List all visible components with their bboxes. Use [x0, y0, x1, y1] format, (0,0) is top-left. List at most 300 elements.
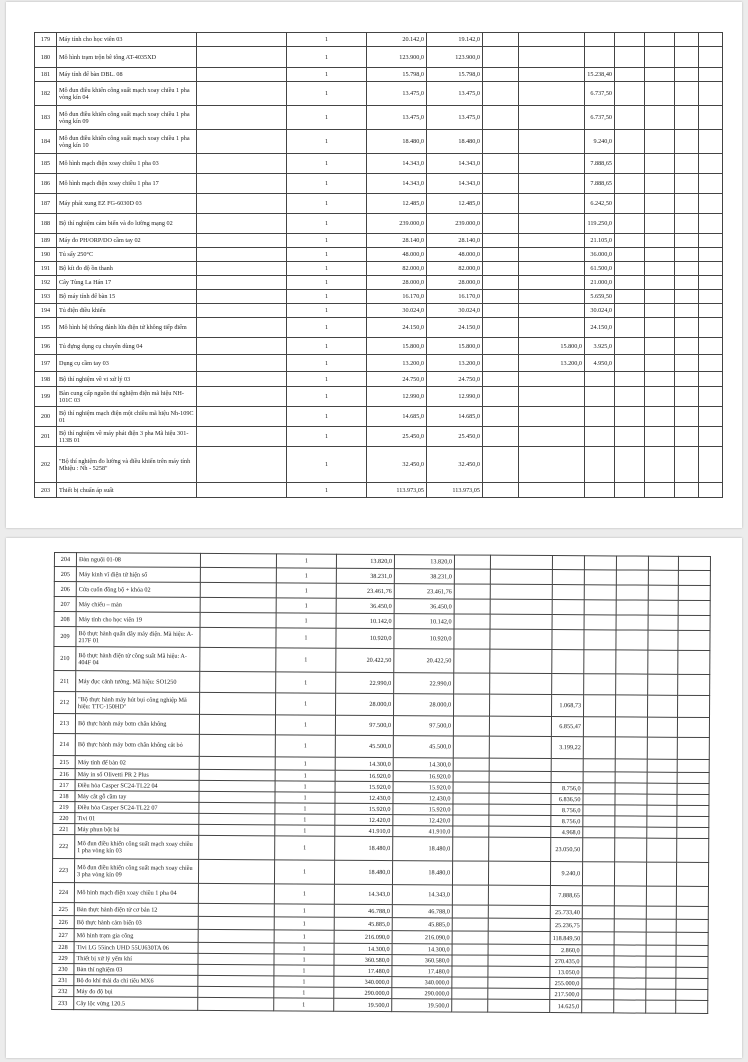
- empty-cell: [675, 106, 699, 130]
- quantity: 1: [275, 770, 335, 781]
- empty-cell: [675, 82, 699, 106]
- empty-cell: [200, 582, 276, 597]
- row-number: 233: [52, 996, 74, 1009]
- value-column-a: [490, 614, 552, 629]
- empty-cell: [614, 989, 646, 1000]
- asset-name: Máy cắt gỗ cầm tay: [75, 791, 199, 803]
- empty-cell: [615, 248, 645, 262]
- empty-cell: [699, 304, 723, 318]
- total-value: 18.480,0: [427, 130, 483, 154]
- value-column-a: [490, 555, 552, 569]
- empty-cell: [646, 886, 676, 906]
- value-column-a: [488, 955, 550, 966]
- empty-cell: [699, 387, 723, 407]
- total-value: 28.000,0: [427, 276, 483, 290]
- empty-cell: [648, 615, 678, 630]
- row-number: 222: [53, 834, 75, 858]
- empty-cell: [582, 956, 614, 967]
- remaining-value: 7.888,65: [550, 886, 582, 906]
- row-number: 212: [54, 692, 76, 714]
- empty-cell: [675, 427, 699, 447]
- empty-cell: [453, 758, 489, 771]
- row-number: 215: [53, 755, 75, 768]
- remaining-value: 30.024,0: [585, 304, 615, 318]
- remaining-value: 13.050,0: [550, 967, 582, 978]
- empty-cell: [699, 290, 723, 304]
- quantity: 1: [276, 554, 336, 568]
- row-number: 181: [35, 68, 57, 82]
- total-value: 25.450,0: [427, 427, 483, 447]
- original-price: 12.420,0: [335, 814, 393, 825]
- empty-cell: [699, 372, 723, 387]
- total-value: 97.500,0: [393, 716, 453, 736]
- empty-cell: [616, 585, 648, 600]
- original-price: 13.475,0: [367, 82, 427, 106]
- total-value: 15.920,0: [393, 782, 453, 793]
- empty-cell: [647, 816, 677, 827]
- total-value: 13.200,0: [427, 355, 483, 372]
- row-number: 227: [52, 928, 74, 941]
- empty-cell: [615, 483, 645, 498]
- original-price: 15.920,0: [335, 781, 393, 792]
- asset-name: Bộ thí nghiệm về máy phát điện 3 pha Mã hiệu 301-113B 01: [57, 427, 197, 447]
- empty-cell: [645, 68, 675, 82]
- quantity: 1: [287, 248, 367, 262]
- value-column-a: [488, 944, 550, 955]
- row-number: 221: [53, 823, 75, 834]
- asset-name: Máy đo PH/ORP/DO cầm tay 02: [57, 234, 197, 248]
- row-number: 231: [52, 974, 74, 985]
- remaining-value: [585, 372, 615, 387]
- remaining-value: 21.000,0: [585, 276, 615, 290]
- empty-cell: [614, 919, 646, 932]
- empty-cell: [615, 717, 647, 737]
- original-price: 10.142,0: [336, 613, 394, 628]
- empty-cell: [583, 772, 615, 783]
- empty-cell: [615, 154, 645, 174]
- remaining-value: [552, 585, 584, 600]
- empty-cell: [645, 318, 675, 338]
- empty-cell: [583, 827, 615, 838]
- asset-name: Tủ đựng dụng cụ chuyên dùng 04: [57, 338, 197, 355]
- value-column-a: [490, 649, 552, 673]
- empty-cell: [454, 584, 490, 599]
- empty-cell: [676, 906, 708, 919]
- total-value: 30.024,0: [427, 304, 483, 318]
- asset-name: Máy tính cho học viên 03: [57, 33, 197, 47]
- original-price: 97.500,0: [335, 715, 393, 735]
- original-price: 22.990,0: [336, 672, 394, 693]
- asset-name: Bàn cung cấp nguồn thí nghiệm điện mã hiệu NH-101C 03: [57, 387, 197, 407]
- empty-cell: [452, 977, 488, 988]
- empty-cell: [614, 978, 646, 989]
- quantity: 1: [275, 814, 335, 825]
- empty-cell: [677, 805, 709, 816]
- empty-cell: [197, 290, 287, 304]
- row-number: 226: [52, 915, 74, 928]
- empty-cell: [677, 794, 709, 805]
- asset-table-page-1: [34, 32, 723, 498]
- quantity: 1: [275, 715, 335, 735]
- empty-cell: [648, 674, 678, 695]
- empty-cell: [645, 483, 675, 498]
- empty-cell: [200, 692, 276, 714]
- remaining-value: [551, 772, 583, 783]
- empty-cell: [615, 106, 645, 130]
- empty-cell: [615, 772, 647, 783]
- empty-cell: [483, 154, 519, 174]
- empty-cell: [583, 759, 615, 772]
- document-page-2: [6, 538, 742, 1058]
- empty-cell: [645, 154, 675, 174]
- empty-cell: [583, 717, 615, 737]
- asset-name: Mô đun điều khiển công suất mạch xoay chiều 1 pha vòng kín 04: [57, 82, 197, 106]
- empty-cell: [200, 612, 276, 627]
- table-row: [35, 407, 723, 427]
- empty-cell: [199, 813, 275, 824]
- asset-name: Cửa cuốn đồng bộ + khóa 02: [76, 582, 200, 598]
- empty-cell: [615, 194, 645, 214]
- empty-cell: [646, 862, 676, 886]
- value-column-a: [519, 33, 585, 47]
- empty-cell: [454, 629, 490, 649]
- quantity: 1: [274, 930, 334, 943]
- remaining-value: 9.240,0: [585, 130, 615, 154]
- original-price: 113.973,05: [367, 483, 427, 498]
- remaining-value: [552, 630, 584, 650]
- empty-cell: [678, 695, 710, 717]
- original-price: 41.910,0: [335, 825, 393, 836]
- empty-cell: [198, 883, 274, 903]
- empty-cell: [454, 599, 490, 614]
- value-column-a: [519, 68, 585, 82]
- empty-cell: [615, 355, 645, 372]
- empty-cell: [199, 734, 275, 756]
- empty-cell: [483, 33, 519, 47]
- value-column-a: [490, 599, 552, 614]
- total-value: 16.170,0: [427, 290, 483, 304]
- empty-cell: [675, 248, 699, 262]
- empty-cell: [197, 248, 287, 262]
- table-row: [35, 130, 723, 154]
- value-column-a: [519, 483, 585, 498]
- empty-cell: [483, 248, 519, 262]
- asset-name: Mô hình hệ thống đánh lửa điện tử không tiếp điểm: [57, 318, 197, 338]
- quantity: 1: [287, 427, 367, 447]
- asset-name: Máy kinh vĩ điện tử hiện số: [76, 567, 200, 583]
- asset-name: Bộ thực hành quấn dây máy điện. Mã hiệu: A-217F 01: [76, 627, 200, 648]
- asset-name: Bộ thực hành máy bơm chân không: [75, 714, 199, 735]
- original-price: 239.000,0: [367, 214, 427, 234]
- row-number: 225: [52, 902, 74, 915]
- empty-cell: [200, 597, 276, 612]
- original-price: 14.343,0: [367, 154, 427, 174]
- remaining-value: [551, 759, 583, 772]
- row-number: 208: [54, 612, 76, 627]
- total-value: 45.500,0: [393, 736, 453, 758]
- empty-cell: [645, 304, 675, 318]
- quantity: 1: [275, 836, 335, 860]
- original-price: 13.200,0: [367, 355, 427, 372]
- table-row: [35, 338, 723, 355]
- empty-cell: [675, 214, 699, 234]
- empty-cell: [699, 154, 723, 174]
- empty-cell: [582, 919, 614, 932]
- empty-cell: [645, 194, 675, 214]
- empty-cell: [675, 130, 699, 154]
- empty-cell: [197, 318, 287, 338]
- original-price: 25.450,0: [367, 427, 427, 447]
- remaining-value: [552, 556, 584, 570]
- empty-cell: [453, 716, 489, 736]
- original-price: 24.750,0: [367, 372, 427, 387]
- remaining-value: [585, 47, 615, 68]
- quantity: 1: [287, 130, 367, 154]
- empty-cell: [454, 649, 490, 673]
- value-column-a: [519, 447, 585, 483]
- total-value: 46.788,0: [392, 905, 452, 918]
- empty-cell: [454, 555, 490, 569]
- empty-cell: [452, 918, 488, 931]
- empty-cell: [646, 978, 676, 989]
- empty-cell: [616, 570, 648, 585]
- table-row: [35, 427, 723, 447]
- original-price: 20.422,50: [336, 648, 394, 672]
- quantity: 1: [287, 33, 367, 47]
- empty-cell: [699, 248, 723, 262]
- asset-name: Bộ đo khí thải đa chỉ tiêu MX6: [74, 975, 198, 987]
- table-row: [35, 47, 723, 68]
- value-column-a: [489, 793, 551, 804]
- empty-cell: [645, 106, 675, 130]
- empty-cell: [699, 194, 723, 214]
- empty-cell: [645, 427, 675, 447]
- total-value: 45.885,0: [392, 918, 452, 931]
- asset-name: Bộ thực hành điện tử công suất Mã hiệu: A-404F 04: [76, 647, 200, 672]
- empty-cell: [584, 674, 616, 695]
- quantity: 1: [276, 672, 336, 693]
- empty-cell: [648, 695, 678, 717]
- original-price: 46.788,0: [334, 904, 392, 917]
- empty-cell: [678, 585, 710, 600]
- empty-cell: [647, 717, 677, 737]
- empty-cell: [200, 553, 276, 567]
- empty-cell: [675, 154, 699, 174]
- empty-cell: [582, 906, 614, 919]
- empty-cell: [452, 999, 488, 1012]
- value-column-a: [519, 290, 585, 304]
- empty-cell: [584, 650, 616, 674]
- empty-cell: [197, 372, 287, 387]
- empty-cell: [647, 783, 677, 794]
- empty-cell: [483, 262, 519, 276]
- asset-name: Điều hòa Casper SC24-TL22 07: [75, 802, 199, 814]
- original-price: 38.231,0: [336, 568, 394, 583]
- empty-cell: [199, 780, 275, 791]
- empty-cell: [678, 570, 710, 585]
- empty-cell: [614, 862, 646, 886]
- empty-cell: [197, 276, 287, 290]
- value-column-a: [488, 966, 550, 977]
- row-number: 191: [35, 262, 57, 276]
- table-row: [52, 996, 708, 1013]
- empty-cell: [199, 714, 275, 734]
- remaining-value: [585, 483, 615, 498]
- quantity: 1: [275, 757, 335, 770]
- empty-cell: [615, 68, 645, 82]
- row-number: 209: [54, 627, 76, 647]
- row-number: 217: [53, 779, 75, 790]
- empty-cell: [699, 174, 723, 194]
- remaining-value: 4.950,0: [585, 355, 615, 372]
- empty-cell: [483, 214, 519, 234]
- empty-cell: [615, 427, 645, 447]
- row-number: 230: [52, 963, 74, 974]
- empty-cell: [483, 304, 519, 318]
- empty-cell: [615, 174, 645, 194]
- original-price: 16.920,0: [335, 770, 393, 781]
- empty-cell: [615, 805, 647, 816]
- empty-cell: [197, 447, 287, 483]
- empty-cell: [645, 174, 675, 194]
- empty-cell: [676, 886, 708, 906]
- empty-cell: [678, 650, 710, 674]
- empty-cell: [615, 33, 645, 47]
- empty-cell: [453, 815, 489, 826]
- value-column-a: [519, 262, 585, 276]
- row-number: 220: [53, 812, 75, 823]
- asset-name: Mô hình trạm trộn bê tông AT-4035XD: [57, 47, 197, 68]
- remaining-value: [585, 427, 615, 447]
- value-column-a: [490, 694, 552, 716]
- value-column-a: [488, 885, 550, 905]
- empty-cell: [648, 650, 678, 674]
- empty-cell: [584, 570, 616, 585]
- quantity: 1: [287, 194, 367, 214]
- total-value: 22.990,0: [394, 673, 454, 694]
- quantity: 1: [287, 262, 367, 276]
- table-row: [35, 447, 723, 483]
- value-column-a: [519, 194, 585, 214]
- empty-cell: [614, 956, 646, 967]
- empty-cell: [483, 194, 519, 214]
- empty-cell: [646, 945, 676, 956]
- empty-cell: [483, 276, 519, 290]
- empty-cell: [648, 630, 678, 650]
- remaining-value: 2.860,0: [550, 945, 582, 956]
- value-column-a: [489, 826, 551, 837]
- empty-cell: [615, 234, 645, 248]
- empty-cell: [675, 262, 699, 276]
- empty-cell: [584, 600, 616, 615]
- original-price: 19.500,0: [334, 998, 392, 1011]
- total-value: 13.475,0: [427, 106, 483, 130]
- row-number: 200: [35, 407, 57, 427]
- empty-cell: [677, 717, 709, 737]
- total-value: 14.343,0: [427, 174, 483, 194]
- remaining-value: [585, 447, 615, 483]
- remaining-value: 217.500,0: [550, 989, 582, 1000]
- total-value: 20.422,50: [394, 649, 454, 673]
- total-value: 14.343,0: [427, 154, 483, 174]
- total-value: 32.450,0: [427, 447, 483, 483]
- value-column-a: [488, 918, 550, 931]
- empty-cell: [483, 318, 519, 338]
- empty-cell: [582, 978, 614, 989]
- remaining-value: 6.242,50: [585, 194, 615, 214]
- empty-cell: [645, 407, 675, 427]
- table-row: [35, 194, 723, 214]
- empty-cell: [483, 290, 519, 304]
- empty-cell: [199, 769, 275, 780]
- remaining-value: [585, 33, 615, 47]
- asset-name: Bàn thực hành điện tử cơ bản 12: [74, 903, 198, 917]
- total-value: 239.000,0: [427, 214, 483, 234]
- quantity: 1: [274, 943, 334, 954]
- remaining-value: 25.236,75: [550, 919, 582, 932]
- quantity: 1: [287, 483, 367, 498]
- remaining-value: 7.888,65: [585, 154, 615, 174]
- value-column-a: [488, 905, 550, 918]
- empty-cell: [198, 975, 274, 986]
- empty-cell: [197, 427, 287, 447]
- original-price: 14.685,0: [367, 407, 427, 427]
- asset-name: Bàn thí nghiệm 03: [74, 964, 198, 976]
- value-column-a: 15.800,0: [519, 338, 585, 355]
- empty-cell: [483, 82, 519, 106]
- row-number: 201: [35, 427, 57, 447]
- asset-name: Máy tính cho học viên 19: [76, 612, 200, 628]
- quantity: 1: [274, 987, 334, 998]
- quantity: 1: [274, 904, 334, 917]
- asset-name: Tivi 01: [75, 813, 199, 825]
- quantity: 1: [276, 583, 336, 598]
- empty-cell: [197, 387, 287, 407]
- quantity: 1: [287, 106, 367, 130]
- value-column-a: [519, 248, 585, 262]
- value-column-a: [489, 815, 551, 826]
- asset-name: Máy in số Olivetti PR 2 Plus: [75, 769, 199, 781]
- row-number: 224: [52, 882, 74, 902]
- table-row: [35, 214, 723, 234]
- row-number: 197: [35, 355, 57, 372]
- original-price: 28.000,0: [336, 693, 394, 715]
- row-number: 205: [54, 567, 76, 582]
- total-value: 15.920,0: [393, 804, 453, 815]
- total-value: 10.920,0: [394, 629, 454, 649]
- empty-cell: [483, 234, 519, 248]
- empty-cell: [452, 955, 488, 966]
- empty-cell: [584, 556, 616, 570]
- table-row: [35, 154, 723, 174]
- value-column-a: [490, 569, 552, 584]
- empty-cell: [199, 802, 275, 813]
- empty-cell: [614, 886, 646, 906]
- row-number: 198: [35, 372, 57, 387]
- empty-cell: [453, 736, 489, 758]
- remaining-value: 8.756,0: [551, 783, 583, 794]
- empty-cell: [483, 447, 519, 483]
- empty-cell: [614, 932, 646, 945]
- total-value: 340.000,0: [392, 977, 452, 988]
- remaining-value: 119.250,0: [585, 214, 615, 234]
- asset-name: Bộ thí nghiệm cảm biến và đo lường mạng 02: [57, 214, 197, 234]
- empty-cell: [699, 276, 723, 290]
- remaining-value: 61.500,0: [585, 262, 615, 276]
- empty-cell: [483, 338, 519, 355]
- empty-cell: [615, 737, 647, 759]
- empty-cell: [453, 782, 489, 793]
